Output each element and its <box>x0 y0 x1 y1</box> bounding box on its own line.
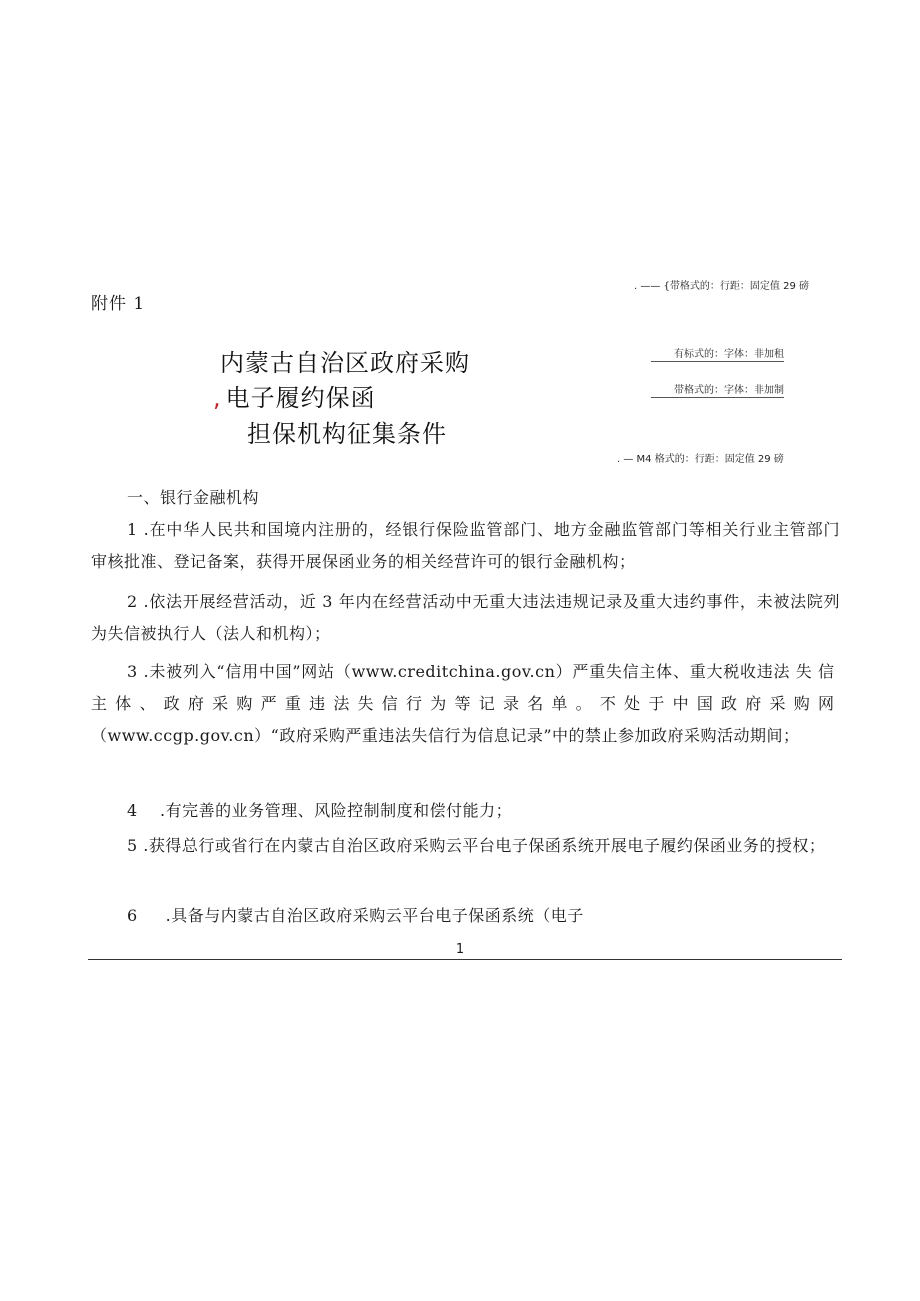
item-number: 5 <box>127 836 138 855</box>
attachment-label: 附件 1 <box>91 294 146 314</box>
item-text: 具备与内蒙古自治区政府采购云平台电子保函系统（电子 <box>171 906 584 925</box>
section-heading: 一、银行金融机构 <box>127 488 260 507</box>
item-number: 2 <box>127 592 138 611</box>
list-item: 5 .获得总行或省行在内蒙古自治区政府采购云平台电子保函系统开展电子履约保函业务的授权； <box>127 836 826 855</box>
item-text: 依法开展经营活动，近 3 年内在经营活动中无重大违法违规记录及重大违约事件，未被法院列为失信被执行人（法人和机构）； <box>91 592 840 643</box>
title-line-1: 内蒙古自治区政府采购 <box>220 349 470 377</box>
item-text: 在中华人民共和国境内注册的，经银行保险监管部门、地方金融监管部门等相关行业主管部门审核批准、登记备案，获得开展保函业务的相关经营许可的银行金融机构； <box>91 520 840 571</box>
item-text-b: 法失信主体、政府采购严重违法失信行为等记录名单。不处于中国政府采购网 <box>91 662 840 713</box>
revision-note-line-spacing-2: . — M4 格式的：行距：固定值 29 磅 <box>617 454 784 465</box>
item-number: 3 <box>127 662 138 681</box>
revision-note-font-2: 带格式的：字体：非加制 <box>651 381 784 398</box>
title-line-2-text: 电子履约保函 <box>225 384 376 412</box>
title-line-2 <box>213 378 376 413</box>
item-number: 1 <box>127 520 138 539</box>
list-item: 1 .在中华人民共和国境内注册的，经银行保险监管部门、地方金融监管部门等相关行业主管部门审核批准、登记备案，获得开展保函业务的相关经营许可的银行金融机构； <box>91 520 840 571</box>
list-item: 6 .具备与内蒙古自治区政府采购云平台电子保函系统（电子 <box>127 906 584 925</box>
page-number: 1 <box>455 942 465 957</box>
item-number: 4 <box>127 801 138 820</box>
list-item: 4 .有完善的业务管理、风险控制制度和偿付能力； <box>127 801 513 820</box>
revision-mark: , <box>213 384 222 412</box>
revision-note-line-spacing: . —— {带格式的：行距：固定值 29 磅 <box>634 281 809 292</box>
item-number: 6 <box>127 906 138 925</box>
revision-note-font: 有标式的：字体：非加租 <box>651 345 784 362</box>
item-text-c: （www.ccgp.gov.cn）“政府采购严重违法失信行为信息记录”中的禁止参加政府采购活动期间； <box>91 726 800 745</box>
footer-divider <box>88 959 842 960</box>
list-item: 2 .依法开展经营活动，近 3 年内在经营活动中无重大违法违规记录及重大违约事件，未被法院列为失信被执行人（法人和机构）； <box>91 592 840 643</box>
title-line-3: 担保机构征集条件 <box>247 420 447 448</box>
item-text: 获得总行或省行在内蒙古自治区政府采购云平台电子保函系统开展电子履约保函业务的授权； <box>148 836 826 855</box>
item-text: 有完善的业务管理、风险控制制度和偿付能力； <box>165 801 513 820</box>
item-text-a: 未被列入“信用中国”网站（www.creditchina.gov.cn）严重失信主体、重大税收违 <box>149 662 774 681</box>
list-item: 3 .未被列入“信用中国”网站（www.creditchina.gov.cn）严重失信主体、重大税收违法失信主体、政府采购严重违法失信行为等记录名单。不处于中国政府采购网（www.ccgp.gov.cn）“政府采购严重违法失信行为信息记录”中的禁止参加政府采购活动期间； <box>91 662 840 745</box>
